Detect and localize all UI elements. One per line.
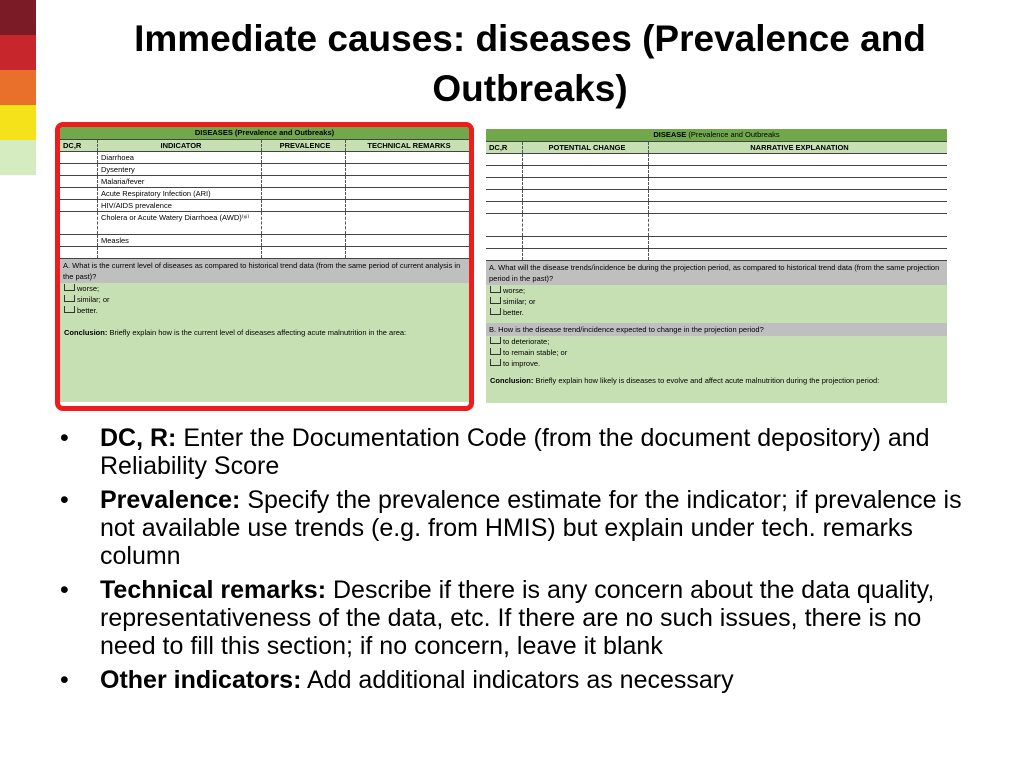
checkbox-icon[interactable] [64,306,75,313]
bullet-list [56,424,976,700]
stripe-maroon [0,0,36,35]
table-header: DISEASE (Prevalence and Outbreaks [486,129,947,141]
option-worse[interactable]: worse; [490,285,943,296]
checkbox-icon[interactable] [490,286,501,293]
bullet-icon: • [60,486,69,514]
checkbox-icon[interactable] [490,308,501,315]
table-row [486,214,947,237]
question-box [60,259,469,402]
table-row [486,166,947,178]
col-dcr: DC,R [60,140,98,151]
table-row: Acute Respiratory Infection (ARI) [60,188,469,200]
table-row: Malaria/fever [60,176,469,188]
checkbox-icon[interactable] [490,359,501,366]
conclusion: Conclusion: Briefly explain how is the current level of diseases affecting acute malnutrition in the area: [64,328,407,337]
stripe-red [0,35,36,70]
stripe-yellow [0,105,36,140]
table-row [486,154,947,166]
bullet-technical-remarks: • Technical remarks: Describe if there is any concern about the data quality, representativeness of the data, etc. If there are no such issues, there is no need to fill this section; if no concern, leave it blank [60,576,935,660]
col-potential-change: POTENTIAL CHANGE [523,142,649,153]
table-row: Dysentery [60,164,469,176]
table-row [486,237,947,249]
table-header: DISEASES (Prevalence and Outbreaks) [60,127,469,139]
checkbox-icon[interactable] [490,348,501,355]
checkbox-icon[interactable] [64,284,75,291]
option-better[interactable]: better. [64,305,465,316]
stripe-orange [0,70,36,105]
col-narrative-explanation: NARRATIVE EXPLANATION [750,143,849,152]
table-row-empty [60,247,469,259]
table-row: Cholera or Acute Watery Diarrhoea (AWD)⁽ˣⁱ⁾ [60,212,469,235]
bullet-icon: • [60,576,69,604]
conclusion: Conclusion: Briefly explain how likely is diseases to evolve and affect acute malnutrition during the projection period: [490,376,880,385]
question-a: A. What is the current level of diseases as compared to historical trend data (from the same period of current analysis in the past)? [60,259,469,283]
table-row [486,249,947,261]
table-row [486,190,947,202]
bullet-icon: • [60,424,69,452]
column-headers [60,139,469,152]
bullet-other-indicators: • Other indicators: Add additional indicators as necessary [60,666,734,694]
option-better[interactable]: better. [490,307,943,318]
col-indicator: INDICATOR [98,140,262,151]
table-row: Measles [60,235,469,247]
col-dcr: DC,R [486,142,523,153]
option-similar[interactable]: similar; or [64,294,465,305]
table-row [486,178,947,190]
option-deteriorate[interactable]: to deteriorate; [490,336,943,347]
option-remain-stable[interactable]: to remain stable; or [490,347,943,358]
slide-title: Immediate causes: diseases (Prevalence and Outbreaks) [134,18,926,109]
diseases-projection-table [486,129,947,401]
table-row [486,202,947,214]
question-a: A. What will the disease trends/incidence be during the projection period, as compared to historical trend data (from the same projection period in the past)? [486,261,947,285]
option-improve[interactable]: to improve. [490,358,943,369]
col-technical-remarks: TECHNICAL REMARKS [367,141,451,150]
bullet-dcr: • DC, R: Enter the Documentation Code (from the document depository) and Reliability Score [60,424,930,480]
question-b: B. How is the disease trend/incidence expected to change in the projection period? [486,323,947,336]
diseases-current-table [60,127,469,406]
stripe-light-green [0,140,36,175]
decorative-color-stripes [0,0,36,175]
bullet-icon: • [60,666,69,694]
checkbox-icon[interactable] [64,295,75,302]
bullet-prevalence: • Prevalence: Specify the prevalence estimate for the indicator; if prevalence is not available use trends (e.g. from HMIS) but explain under tech. remarks column [60,486,962,570]
column-headers [486,141,947,154]
col-prevalence: PREVALENCE [262,140,346,151]
table-row: HIV/AIDS prevalence [60,200,469,212]
question-box [486,261,947,403]
option-worse[interactable]: worse; [64,283,465,294]
option-similar[interactable]: similar; or [490,296,943,307]
checkbox-icon[interactable] [490,337,501,344]
checkbox-icon[interactable] [490,297,501,304]
table-row: Diarrhoea [60,152,469,164]
